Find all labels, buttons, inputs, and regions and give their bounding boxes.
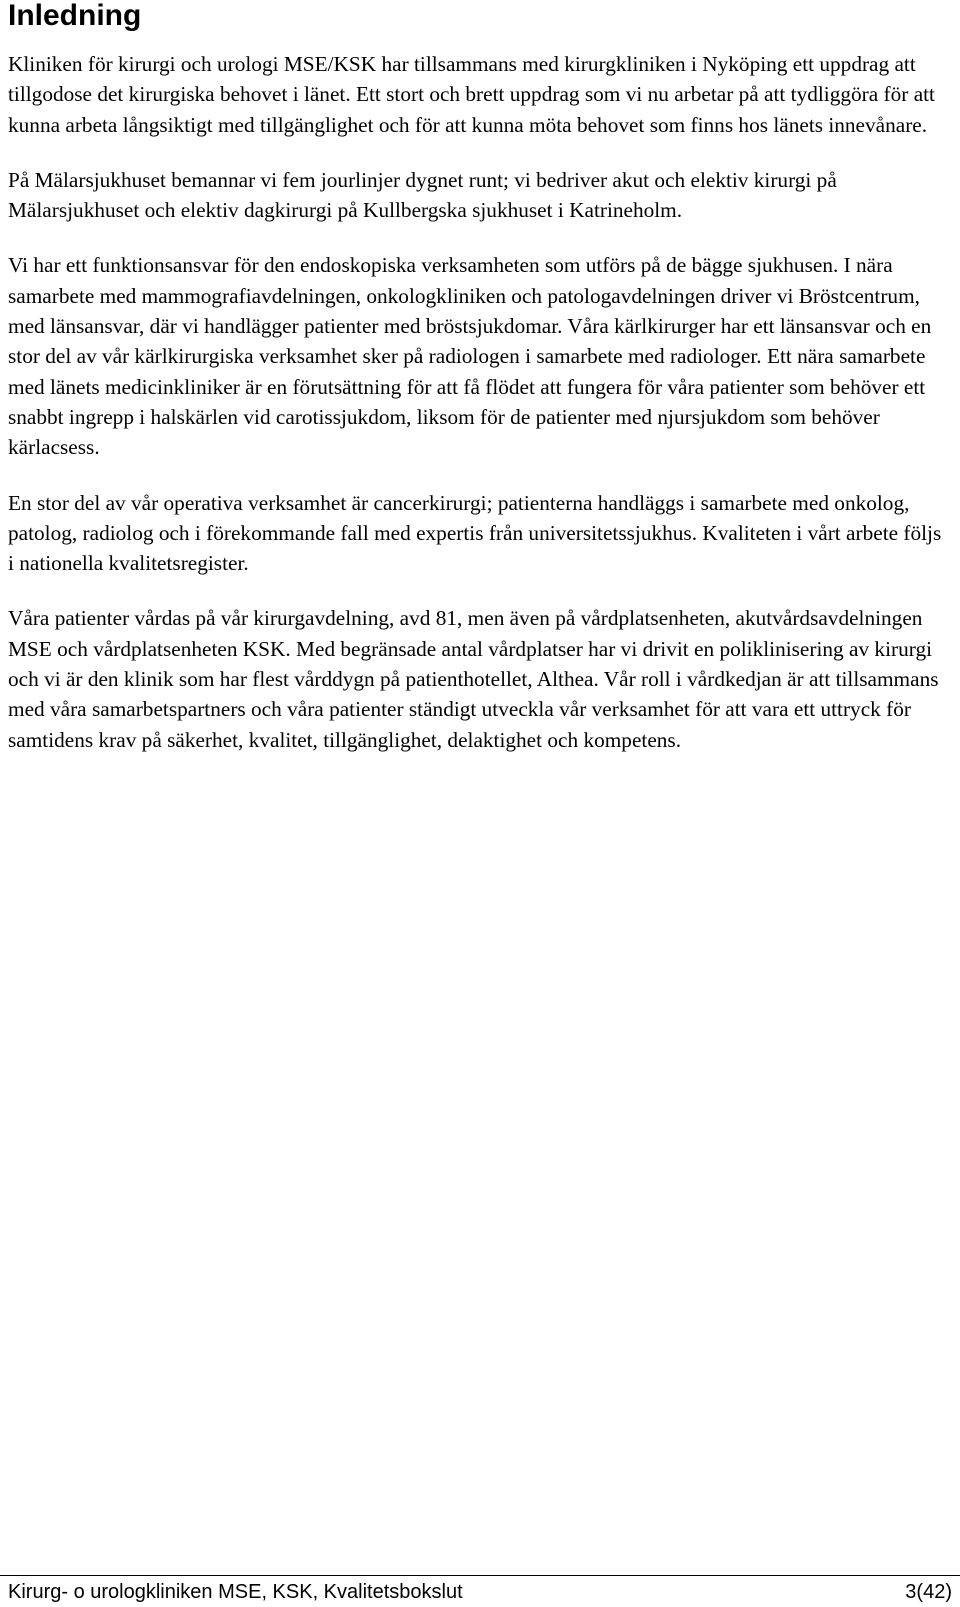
- paragraph-cancerkirurgi: En stor del av vår operativa verksamhet är cancerkirurgi; patienterna handläggs i samarbete med onkolog, patolog, radiolog och i förekommande fall med expertis från universitetssjukhus. Kvaliteten i vårt arbete följs i nationella kvalitetsregister.: [8, 490, 942, 576]
- paragraph-vardplatser: Våra patienter vårdas på vår kirurgavdelning, avd 81, men även på vårdplatsenheten, akutvårdsavdelningen MSE och vårdplatsenheten KSK. Med begränsade antal vårdplatser har vi drivit en poliklinisering av kirurgi och vi är den klinik som har flest vårddygn på patienthotellet, Althea. Vår roll i vårdkedjan är att tillsammans med våra samarbetspartners och våra patienter ständigt utveckla vår verksamhet för att vara ett uttryck för samtidens krav på säkerhet, kvalitet, tillgänglighet, delaktighet och kompetens.: [8, 606, 939, 752]
- page-footer: [8, 1578, 952, 1606]
- footer-page-number: 3(42): [905, 1581, 952, 1603]
- footer-document-title: Kirurg- o urologkliniken MSE, KSK, Kvalitetsbokslut: [8, 1581, 463, 1603]
- body-text: [8, 49, 948, 780]
- paragraph-jourlinjer: På Mälarsjukhuset bemannar vi fem jourlinjer dygnet runt; vi bedriver akut och elektiv kirurgi på Mälarsjukhuset och elektiv dagkirurgi på Kullbergska sjukhuset i Katrineholm.: [8, 167, 837, 223]
- footer-divider: [0, 1575, 960, 1576]
- paragraph-intro: Kliniken för kirurgi och urologi MSE/KSK har tillsammans med kirurgkliniken i Nyköping ett uppdrag att tillgodose det kirurgiska behovet i länet. Ett stort och brett uppdrag som vi nu arbetar på att tydliggöra för att kunna arbeta långsiktigt med tillgänglighet och för att kunna möta behovet som finns hos länets innevånare.: [8, 52, 935, 137]
- paragraph-funktionsansvar: Vi har ett funktionsansvar för den endoskopiska verksamheten som utförs på de bägge sjukhusen. I nära samarbete med mammografiavdelningen, onkologkliniken och patologavdelningen driver vi Bröstcentrum, med länsansvar, där vi handlägger patienter med bröstsjukdomar. Våra kärlkirurger har ett länsansvar och en stor del av vår kärlkirurgiska verksamhet sker på radiologen i samarbete med radiologer. Ett nära samarbete med länets medicinkliniker är en förutsättning för att få flödet att fungera för våra patienter som behöver ett snabbt ingrepp i halskärlen vid carotissjukdom, liksom för de patienter med njursjukdom som behöver kärlacsess.: [8, 253, 932, 460]
- section-heading: Inledning: [8, 0, 142, 32]
